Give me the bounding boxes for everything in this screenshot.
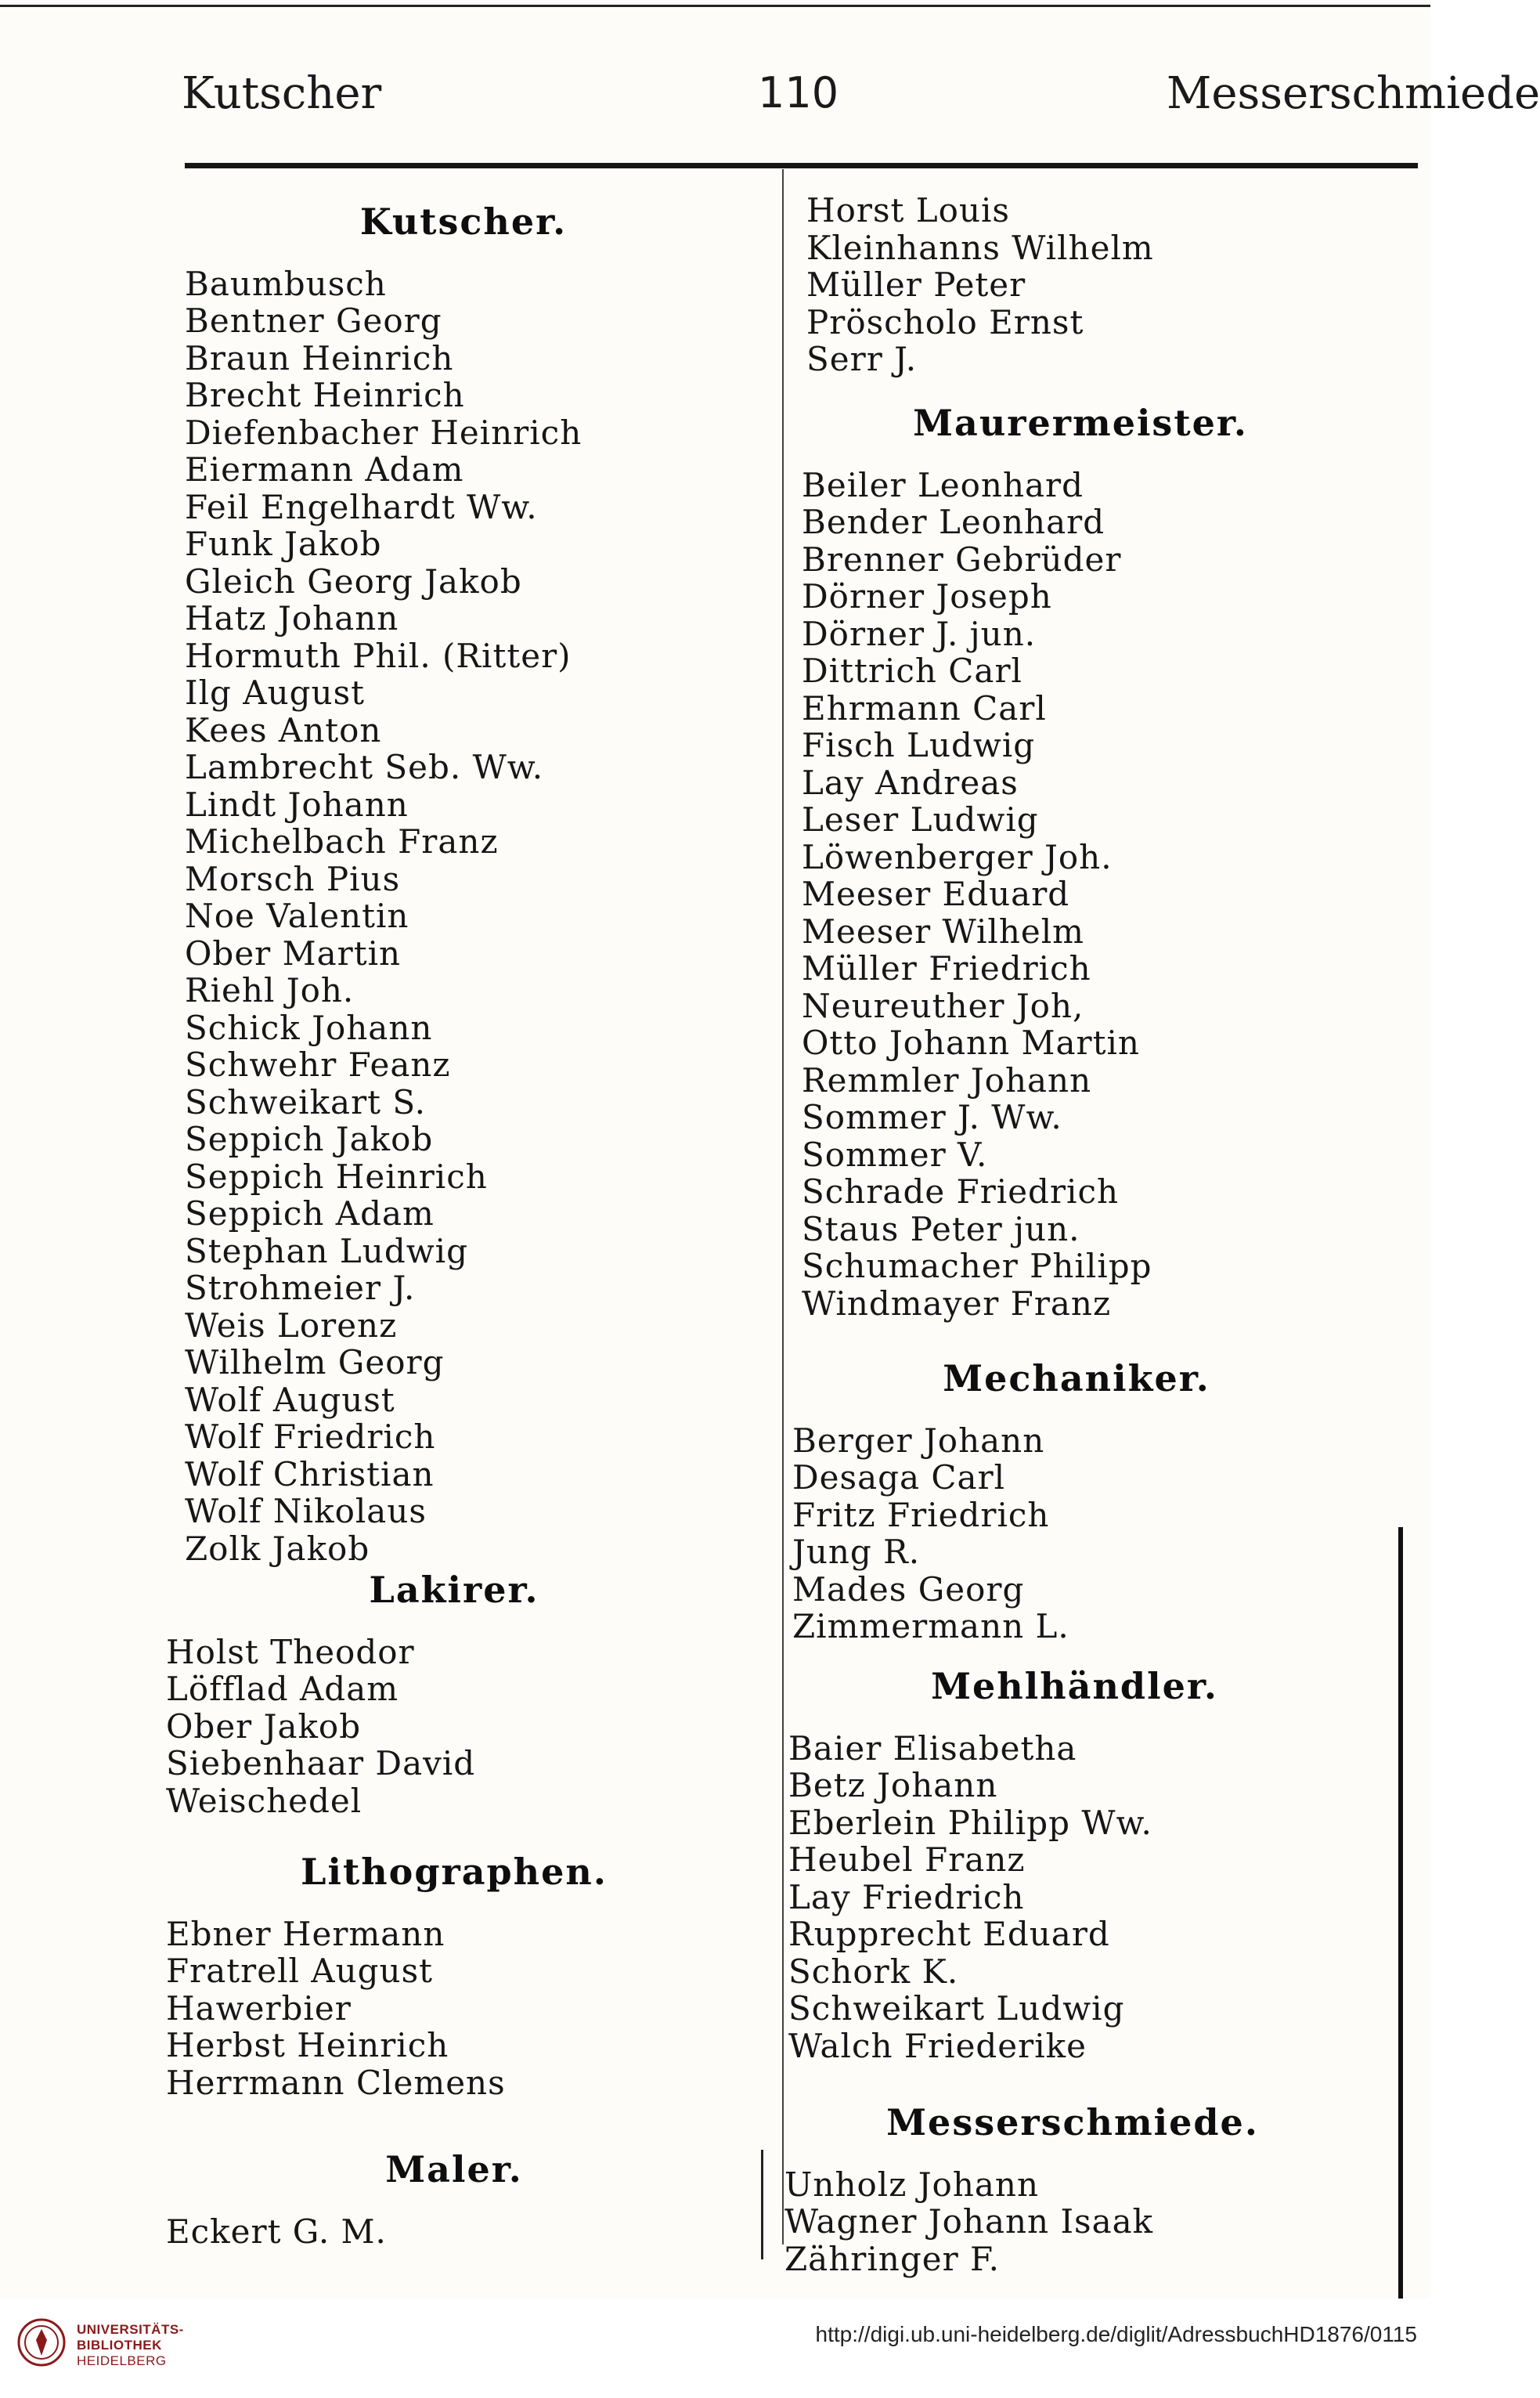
list-item: Serr J. (806, 340, 918, 378)
list-item: Wagner Johann Isaak (784, 2202, 1154, 2241)
entry-list (166, 1916, 752, 2102)
page-number: 110 (758, 68, 839, 117)
list-item: Zimmermann L. (792, 1607, 1069, 1646)
list-item: Kees Anton (185, 710, 382, 749)
list-item: Schwehr Feanz (185, 1046, 451, 1085)
entry-list (788, 1730, 1362, 2065)
list-item: Windmayer Franz (802, 1284, 1112, 1323)
list-item: Brenner Gebrüder (802, 540, 1122, 579)
entry-list (784, 2166, 1362, 2278)
list-item: Funk Jakob (185, 525, 382, 564)
list-item: Müller Peter (806, 265, 1026, 304)
section-maler (157, 2150, 752, 2250)
section-mehlhaendler (787, 1667, 1362, 2064)
column-divider (782, 169, 784, 2245)
list-item: Zolk Jakob (185, 1529, 370, 1568)
list-item: Ober Martin (185, 934, 402, 973)
list-item: Eberlein Philipp Ww. (788, 1803, 1152, 1842)
list-item: Kleinhanns Wilhelm (806, 228, 1154, 267)
list-item: Strohmeier J. (185, 1269, 416, 1308)
list-item: Pröscholo Ernst (806, 302, 1084, 341)
list-item: Stephan Ludwig (185, 1231, 468, 1270)
list-item: Müller Friedrich (802, 949, 1091, 988)
list-item: Rupprecht Eduard (788, 1915, 1110, 1954)
list-item: Riehl Joh. (185, 971, 355, 1010)
list-item: Betz Johann (788, 1766, 998, 1805)
list-item: Dittrich Carl (802, 652, 1022, 691)
section-maurermeister (799, 403, 1362, 1322)
list-item: Leser Ludwig (802, 800, 1039, 840)
list-item: Michelbach Franz (185, 822, 499, 861)
list-item: Lambrecht Seb. Ww. (185, 748, 544, 787)
list-item: Herrmann Clemens (166, 2063, 506, 2102)
list-item: Feil Engelhardt Ww. (185, 487, 538, 526)
list-item: Zähringer F. (784, 2239, 1000, 2278)
list-item: Hawerbier (166, 1988, 352, 2028)
list-item: Otto Johann Martin (802, 1024, 1140, 1063)
list-item: Fisch Ludwig (802, 726, 1036, 765)
list-item: Löfflad Adam (166, 1670, 399, 1709)
list-item: Fratrell August (166, 1952, 434, 1991)
list-item: Wolf Christian (185, 1454, 435, 1493)
university-seal-icon (17, 2318, 66, 2367)
list-item: Remmler Johann (802, 1060, 1092, 1100)
list-item: Fritz Friedrich (792, 1495, 1050, 1534)
section-heading: Kutscher. (359, 200, 568, 243)
list-item: Desaga Carl (792, 1458, 1006, 1497)
list-item: Bender Leonhard (802, 503, 1105, 542)
list-item: Ober Jakob (166, 1706, 362, 1746)
list-item: Walch Friederike (788, 2026, 1087, 2065)
list-item: Schork K. (788, 1952, 959, 1991)
entry-list (185, 265, 761, 1568)
list-item: Braun Heinrich (185, 338, 454, 377)
viewer-footer (0, 2299, 1430, 2398)
section-lakirer (157, 1570, 752, 1819)
top-edge-rule (0, 5, 1430, 7)
library-logo-text (77, 2322, 184, 2369)
list-item: Staus Peter jun. (802, 1209, 1080, 1248)
list-item: Hatz Johann (185, 599, 399, 638)
source-url-link[interactable]: http://digi.ub.uni-heidelberg.de/diglit/AdressbuchHD1876/0115 (815, 2322, 1417, 2346)
list-item: Herbst Heinrich (166, 2026, 449, 2065)
list-item: Weischedel (166, 1781, 362, 1820)
list-item: Holst Theodor (166, 1632, 415, 1671)
running-head-left: Kutscher (182, 68, 382, 119)
entry-list (806, 192, 1354, 378)
list-item: Wolf Friedrich (185, 1417, 436, 1457)
list-item: Weis Lorenz (185, 1306, 398, 1345)
list-item: Lay Friedrich (788, 1877, 1025, 1916)
list-item: Wolf August (185, 1380, 395, 1419)
list-item: Horst Louis (806, 191, 1010, 229)
running-head-right: Messerschmiede (1167, 68, 1540, 119)
list-item: Schweikart S. (185, 1082, 427, 1121)
list-item: Seppich Jakob (185, 1120, 434, 1159)
list-item: Berger Johann (792, 1421, 1045, 1460)
list-item: Meeser Eduard (802, 875, 1070, 914)
page-edge-shadow (1398, 1527, 1403, 2299)
section-heading: Mehlhändler. (931, 1665, 1218, 1707)
list-item: Sommer V. (802, 1135, 988, 1174)
section-heading: Lithographen. (301, 1851, 608, 1893)
section-heading: Messerschmiede. (886, 2101, 1259, 2143)
list-item: Seppich Adam (185, 1194, 435, 1233)
list-item: Jung R. (792, 1533, 921, 1572)
list-item: Ehrmann Carl (802, 688, 1047, 728)
section-messerschmiede (783, 2103, 1362, 2277)
section-kutscher (166, 202, 761, 1567)
entry-list (792, 1422, 1362, 1645)
list-item: Gleich Georg Jakob (185, 562, 522, 601)
list-item: Noe Valentin (185, 897, 409, 936)
logo-line: BIBLIOTHEK (77, 2338, 162, 2353)
list-item: Mades Georg (792, 1569, 1025, 1609)
header-rule (185, 163, 1418, 168)
section-heading: Lakirer. (369, 1569, 539, 1611)
list-item: Wilhelm Georg (185, 1343, 445, 1382)
list-item: Dörner J. jun. (802, 614, 1037, 653)
list-item: Löwenberger Joh. (802, 837, 1113, 876)
list-item: Ebner Hermann (166, 1914, 445, 1953)
entry-list (166, 1634, 752, 1820)
list-item: Heubel Franz (788, 1840, 1026, 1880)
list-item: Wolf Nikolaus (185, 1492, 427, 1531)
list-item: Schrade Friedrich (802, 1172, 1120, 1212)
list-item: Schick Johann (185, 1008, 433, 1047)
section-mechaniker (791, 1359, 1362, 1645)
list-item: Eiermann Adam (185, 450, 464, 489)
list-item: Baier Elisabetha (788, 1728, 1077, 1768)
section-kutscher-continued (806, 192, 1354, 378)
logo-line: HEIDELBERG (77, 2353, 167, 2368)
list-item: Diefenbacher Heinrich (185, 413, 582, 452)
list-item: Beiler Leonhard (802, 465, 1084, 504)
list-item: Unholz Johann (784, 2165, 1040, 2204)
list-item: Hormuth Phil. (Ritter) (185, 636, 572, 675)
list-item: Bentner Georg (185, 302, 442, 341)
list-item: Dörner Joseph (802, 577, 1052, 616)
entry-list (802, 467, 1362, 1323)
section-lithographen (157, 1852, 752, 2101)
list-item: Schumacher Philipp (802, 1247, 1152, 1286)
section-heading: Maurermeister. (913, 402, 1248, 444)
list-item: Baumbusch (185, 264, 387, 303)
section-heading: Mechaniker. (943, 1357, 1210, 1399)
logo-line: UNIVERSITÄTS- (77, 2322, 184, 2337)
list-item: Sommer J. Ww. (802, 1098, 1062, 1137)
list-item: Meeser Wilhelm (802, 912, 1085, 951)
list-item: Eckert G. M. (166, 2212, 387, 2251)
list-item: Schweikart Ludwig (788, 1989, 1125, 2028)
list-item: Lay Andreas (802, 763, 1019, 802)
list-item: Neureuther Joh, (802, 986, 1084, 1025)
list-item: Seppich Heinrich (185, 1157, 488, 1196)
entry-list (166, 2213, 752, 2251)
list-item: Ilg August (185, 674, 366, 713)
list-item: Morsch Pius (185, 859, 401, 898)
list-item: Brecht Heinrich (185, 376, 465, 415)
list-item: Lindt Johann (185, 785, 409, 824)
section-heading: Maler. (385, 2148, 523, 2190)
column-divider-lower (761, 2150, 763, 2259)
list-item: Siebenhaar David (166, 1744, 476, 1783)
